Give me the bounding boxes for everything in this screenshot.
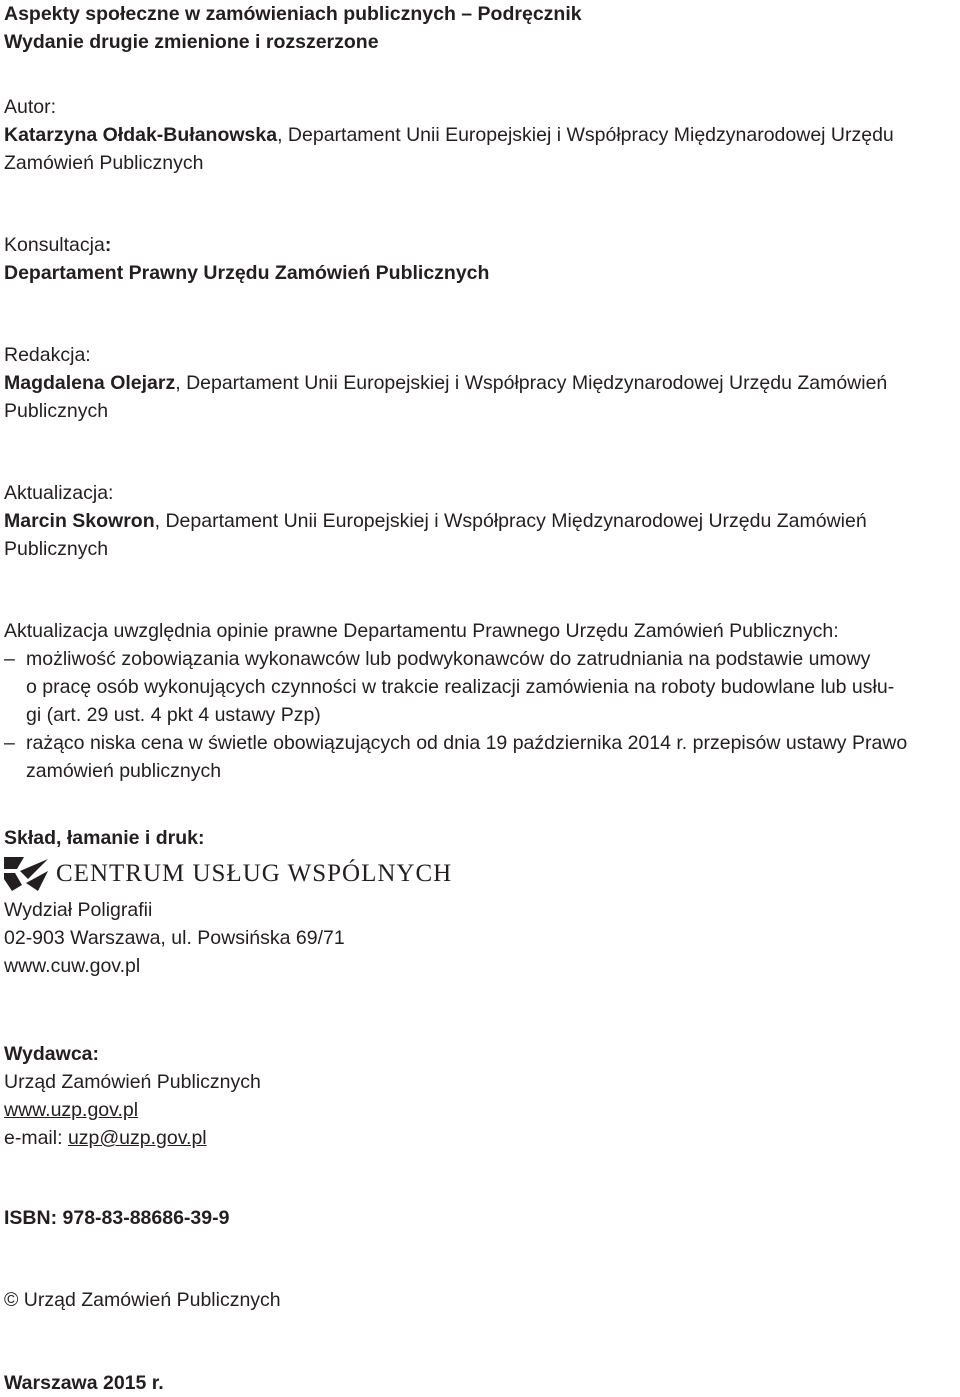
author-line: [4, 121, 956, 149]
item2-line1: rażąco niska cena w świetle obowiązujących od dnia 19 października 2014 r. przepisów ustawy Prawo: [26, 732, 908, 754]
item1-line3: gi (art. 29 ust. 4 pkt 4 ustawy Pzp): [26, 704, 321, 726]
publisher-website-link[interactable]: www.uzp.gov.pl: [4, 1099, 139, 1121]
typesetting-dept: Wydział Poligrafii: [4, 899, 153, 921]
consultation-block: [4, 231, 956, 287]
author-name: Katarzyna Ołdak-Bułanowska: [4, 124, 278, 146]
update-note-item-1: [4, 645, 956, 729]
email-label: e-mail:: [4, 1127, 68, 1149]
typesetting-block: [4, 824, 956, 980]
book-title: Aspekty społeczne w zamówieniach publicznych – Podręcznik: [4, 3, 582, 25]
cuw-logo-text: CENTRUM USŁUG WSPÓLNYCH: [56, 860, 453, 887]
typesetting-website: www.cuw.gov.pl: [4, 955, 141, 977]
cuw-logo: [4, 852, 956, 896]
editor-name: Magdalena Olejarz: [4, 372, 176, 394]
update-block: [4, 479, 956, 563]
publisher-email-line: [4, 1124, 956, 1152]
publisher-website-line: [4, 1096, 956, 1124]
update-affiliation-cont: Publicznych: [4, 538, 109, 560]
editor-block: [4, 341, 956, 425]
copyright-holder: Urząd Zamówień Publicznych: [18, 1289, 281, 1311]
dash-bullet: –: [4, 732, 15, 754]
editor-label: Redakcja:: [4, 344, 91, 366]
author-label: Autor:: [4, 96, 57, 118]
consultation-label: Konsultacja: [4, 234, 105, 256]
publisher-email-link[interactable]: uzp@uzp.gov.pl: [67, 1127, 207, 1149]
update-name: Marcin Skowron: [4, 510, 155, 532]
place-date: Warszawa 2015 r.: [4, 1372, 164, 1394]
editor-affiliation-cont: Publicznych: [4, 400, 109, 422]
copyright-block: [4, 1286, 956, 1314]
update-note-intro: Aktualizacja uwzględnia opinie prawne Departamentu Prawnego Urzędu Zamówień Publicznych:: [4, 620, 839, 642]
update-line: [4, 507, 956, 535]
update-note-item-2: [4, 729, 956, 785]
author-block: [4, 93, 956, 177]
book-subtitle: Wydanie drugie zmienione i rozszerzone: [4, 31, 379, 53]
update-note-block: [4, 617, 956, 785]
title-block: [4, 0, 956, 56]
author-affiliation-cont: Zamówień Publicznych: [4, 152, 204, 174]
author-affiliation: , Departament Unii Europejskiej i Współpracy Międzynarodowej Urzędu: [277, 124, 894, 146]
cuw-logo-icon: [4, 855, 48, 893]
typesetting-label: Skład, łamanie i druk:: [4, 827, 205, 849]
dash-bullet: –: [4, 648, 15, 670]
update-affiliation: , Departament Unii Europejskiej i Współpracy Międzynarodowej Urzędu Zamówień: [154, 510, 867, 532]
publisher-block: [4, 1040, 956, 1152]
publisher-name: Urząd Zamówień Publicznych: [4, 1071, 261, 1093]
item1-line2: o pracę osób wykonujących czynności w trakcie realizacji zamówienia na roboty budowlane lub usłu-: [26, 676, 895, 698]
consultation-colon: :: [104, 234, 112, 256]
editor-line: [4, 369, 956, 397]
consultation-label-line: [4, 231, 956, 259]
isbn-block: [4, 1204, 956, 1232]
typesetting-address: 02-903 Warszawa, ul. Powsińska 69/71: [4, 927, 345, 949]
item1-line1: możliwość zobowiązania wykonawców lub podwykonawców do zatrudniania na podstawie umowy: [26, 648, 871, 670]
editor-affiliation: , Departament Unii Europejskiej i Współpracy Międzynarodowej Urzędu Zamówień: [175, 372, 888, 394]
copyright-line: [4, 1286, 956, 1314]
place-date-block: [4, 1369, 956, 1397]
copyright-icon: ©: [4, 1289, 19, 1311]
publisher-label: Wydawca:: [4, 1043, 100, 1065]
item2-line2: zamówień publicznych: [26, 760, 222, 782]
consultation-value: Departament Prawny Urzędu Zamówień Publicznych: [4, 262, 490, 284]
isbn: ISBN: 978-83-88686-39-9: [4, 1207, 230, 1229]
update-label: Aktualizacja:: [4, 482, 114, 504]
